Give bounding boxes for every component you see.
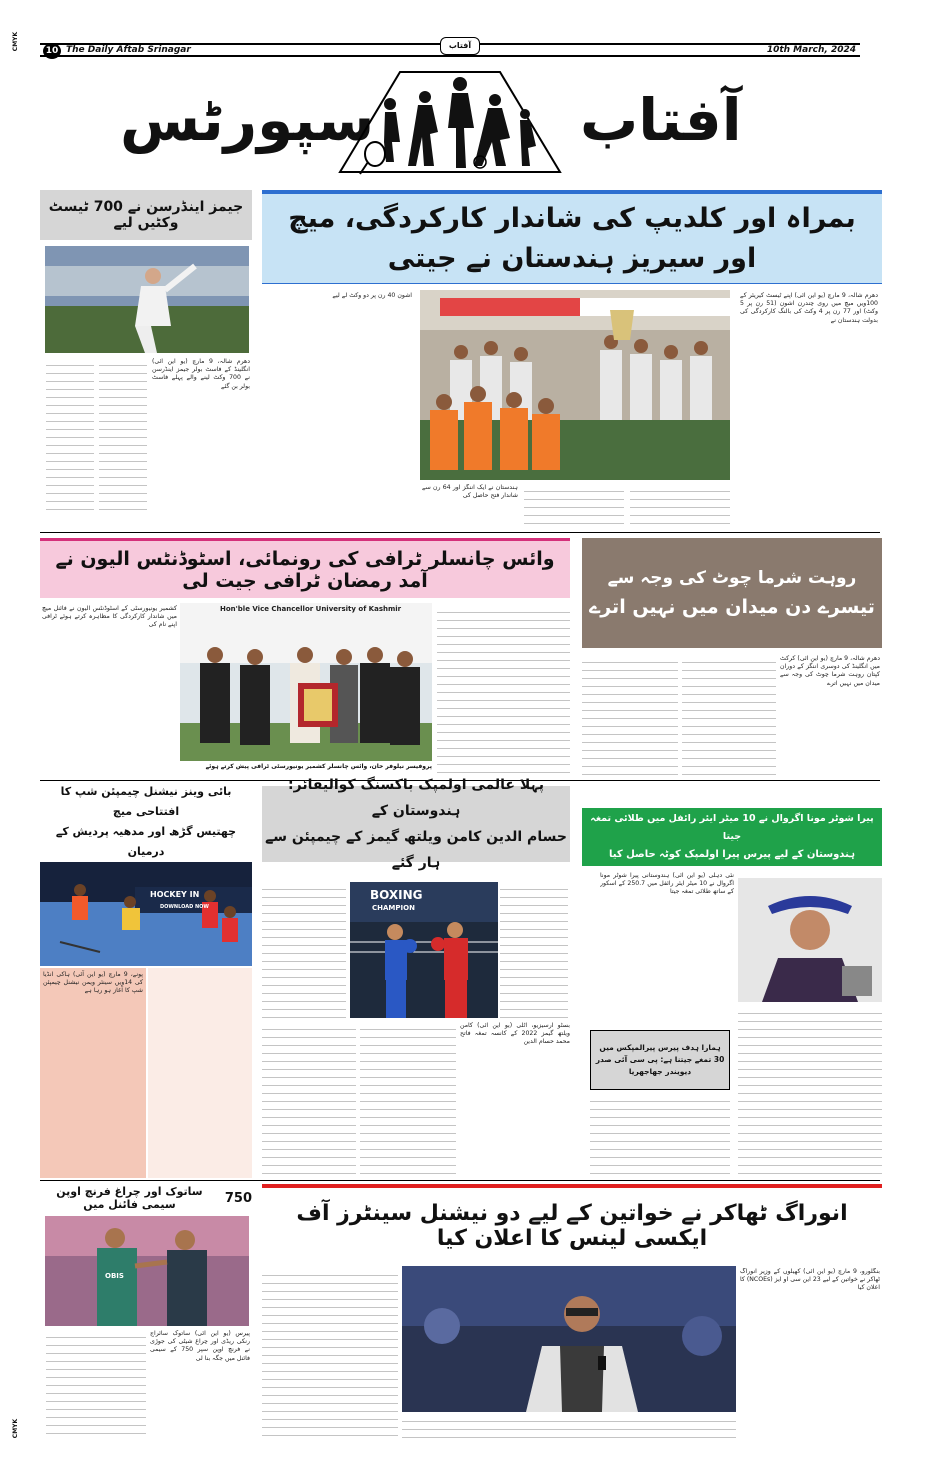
mona-photo [738, 878, 882, 1002]
hockey-body-col-1: پونے، 9 مارچ (یو این آئی) ہاکی انڈیا کی 14ویں سینئر ویمن نیشنل چیمپئن شپ کا آغاز ہو رہا ہے [40, 968, 146, 1178]
paper-name: The Daily Aftab Srinagar [66, 45, 191, 55]
hockey-hoarding-text: HOCKEY IN [150, 890, 200, 899]
bumrah-caption-col-1: ہندستان نے ایک اننگز اور 64 رن سے شاندار فتح حاصل کی [422, 484, 518, 500]
mona-headline-line-1: پیرا شوٹر مونا اگروال نے 10 میٹر ایئر رائفل میں طلائی تمغہ جیتا [590, 813, 874, 842]
mona-quote: ہمارا ہدف پیرس پیرالمپکس میں 30 تمغے جیتنا ہے: پی سی آئی صدر دیویندر جھاجھریا [595, 1043, 725, 1076]
mona-body-col-2 [738, 1006, 882, 1178]
hockey-body-col-2 [148, 968, 252, 1178]
vc-headline: وائس چانسلر ٹرافی کی رونمائی، اسٹوڈنٹس الیون نے آمد رمضان ٹرافی جیت لی [55, 547, 555, 592]
boxing-headline-line-1: پہلا عالمی اولمپک باکسنگ کوالیفائر: ہندوستان کے [288, 777, 544, 819]
sports-figures-logo [330, 62, 570, 180]
badminton-headline-band [40, 1184, 252, 1212]
bumrah-team-photo [420, 290, 730, 480]
anurag-body-col-2 [262, 1268, 398, 1438]
vc-banner-text: Hon'ble Vice Chancellor University of Kashmir [220, 605, 402, 613]
anurag-body-col-1: بنگلورو، 9 مارچ (یو این آئی) کھیلوں کے وزیر انوراگ ٹھاکر نے خواتین کے لیے 23 این سی او ایز (NCOEs) کا اعلان کیا [740, 1268, 880, 1292]
hockey-headline-band [40, 786, 252, 858]
boxing-headline-band [262, 777, 570, 871]
mona-body-col-3 [590, 1094, 730, 1178]
james-body-col-2 [99, 358, 147, 513]
badminton-photo [45, 1216, 249, 1326]
mona-headline-band [582, 808, 882, 866]
anurag-headline: انوراگ ٹھاکر نے خواتین کے لیے دو نیشنل سینٹرز آف ایکسی لینس کا اعلان کیا [296, 1201, 848, 1251]
boxing-banner-text: BOXING [370, 888, 423, 902]
mona-body-col-1: نئی دہلی (یو این آئی) ہندوستانی پیرا شوٹر مونا اگروال نے 10 میٹر ایئر رائفل میں 250.7 کے اسکور کے ساتھ طلائی تمغہ جیتا [600, 872, 734, 896]
bumrah-headline-band [262, 190, 882, 284]
anurag-photo-caption [402, 1414, 736, 1438]
rohit-body-col-3 [582, 655, 678, 775]
masthead-title-left: سپورٹس [120, 86, 375, 154]
hockey-headline-line-1: بائی وینز نیشنل چیمپئن شپ کا افتتاحی میچ [60, 785, 232, 818]
james-photo [45, 246, 249, 353]
boxing-headline-line-2: حسام الدین کامن ویلتھ گیمز کے چیمپئن سے ہار گئے [265, 829, 567, 871]
page-number-badge: 10 [43, 43, 61, 59]
divider-row-1 [40, 532, 880, 533]
rohit-headline-line-1: روہت شرما چوٹ کی وجہ سے [607, 568, 857, 588]
hockey-hoarding-sub: DOWNLOAD NOW [160, 904, 209, 910]
vc-body-col-1: کشمیر یونیورسٹی کے اسٹوڈنٹس الیون نے فائنل میچ میں شاندار کارکردگی کا مظاہرہ کرتے ہوئے ٹرافی اپنے نام کی [42, 605, 177, 629]
boxing-body-col-4 [360, 1022, 456, 1178]
boxing-body-col-1 [500, 882, 568, 1018]
vc-body-col-2 [437, 605, 570, 775]
boxing-photo [350, 882, 498, 1018]
small-logo: آفتاب [440, 37, 480, 55]
badminton-headline: ساتوک اور چراغ فرنچ اوپن سیمی فائنل میں [56, 1185, 203, 1211]
bumrah-caption-col-2 [524, 484, 624, 528]
rohit-headline-band [582, 538, 882, 648]
rohit-body-col-2 [682, 655, 776, 775]
cmyk-mark-bottom: CMYK [12, 1418, 20, 1439]
badminton-body-col-2 [46, 1330, 146, 1440]
divider-row-3 [40, 1180, 880, 1181]
header-bar [40, 43, 860, 57]
anurag-photo [402, 1266, 736, 1412]
badminton-jersey-text: OBIS [105, 1272, 124, 1280]
bumrah-headline: بمراہ اور کلدیپ کی شاندار کارکردگی، میچ اور سیریز ہندستان نے جیتی [288, 202, 856, 274]
james-headline: جیمز اینڈرسن نے 700 ٹیسٹ وکٹیں لیے [48, 199, 244, 231]
james-body: دھرم شالہ، 9 مارچ (یو این آئی) انگلینڈ کے فاسٹ بولر جیمز اینڈرسن نے 700 وکٹ لینے والے پہلے فاسٹ بولر بن گئے [152, 358, 250, 390]
anurag-headline-band [262, 1190, 882, 1262]
boxing-body-col-3: بسٹو آرسیزیو، اٹلی (یو این آئی) کامن ویلتھ گیمز 2022 کے کانسہ تمغہ فاتح محمد حسام الدین [460, 1022, 570, 1046]
boxing-body-col-2 [262, 882, 346, 1018]
masthead [40, 62, 860, 182]
boxing-body-col-5 [262, 1022, 356, 1178]
hockey-headline-line-2: چھتیس گڑھ اور مدھیہ پردیش کے درمیان [55, 825, 237, 858]
badminton-headline-num: 750 [224, 1190, 252, 1206]
bumrah-body-col-left: اشون 40 رن پر دو وکٹ لے لیے [332, 292, 412, 299]
badminton-body-col-1: پیرس (یو این آئی) ساتوک سائراج رنکی ریڈی اور چراغ شیٹی کی جوڑی نے فرنچ اوپن سپر 750 کے سیمی فائنل میں جگہ بنا لی [150, 1330, 250, 1362]
rohit-headline-line-2: تیسرے دن میدان میں نہیں اترے [589, 596, 875, 618]
james-body-col-1 [46, 358, 94, 513]
james-headline-band [40, 190, 252, 240]
vc-headline-band [40, 538, 570, 598]
cmyk-mark-top: CMYK [12, 31, 20, 52]
rohit-body-col-1: دھرم شالہ، 9 مارچ (یو این آئی) کرکٹ میں انگلینڈ کی دوسری اننگز کے دوران کپتان روہت شرما چوٹ کی وجہ سے میدان میں نہیں اترے [780, 655, 880, 687]
bumrah-caption-col-3 [630, 484, 730, 528]
vc-ceremony-photo [180, 603, 432, 761]
mona-headline-line-2: ہندوستان کے لیے پیرس پیرا اولمپک کوٹہ حاصل کیا [608, 849, 856, 860]
issue-date: 10th March, 2024 [766, 45, 856, 55]
mona-quote-box [590, 1030, 730, 1090]
left-margin [0, 0, 38, 1471]
boxing-banner-sub: CHAMPION [372, 904, 415, 912]
vc-caption: پروفیسر نیلوفر خان، وائس چانسلر کشمیر یونیورسٹی ٹرافی پیش کرتے ہوئے [205, 763, 432, 770]
masthead-title-right: آفتاب [580, 86, 742, 154]
hockey-photo [40, 862, 252, 966]
bumrah-body-col-right: دھرم شالہ، 9 مارچ (یو این آئی) اپنے ٹیسٹ کیریئر کے 100ویں میچ میں روی چندرن اشون (51 رن پر 5 وکٹ) اور 77 رن پر 4 وکٹ کی بالنگ کارکردگی کی بدولت ہندستان نے [740, 292, 878, 324]
anurag-top-rule [262, 1184, 882, 1188]
